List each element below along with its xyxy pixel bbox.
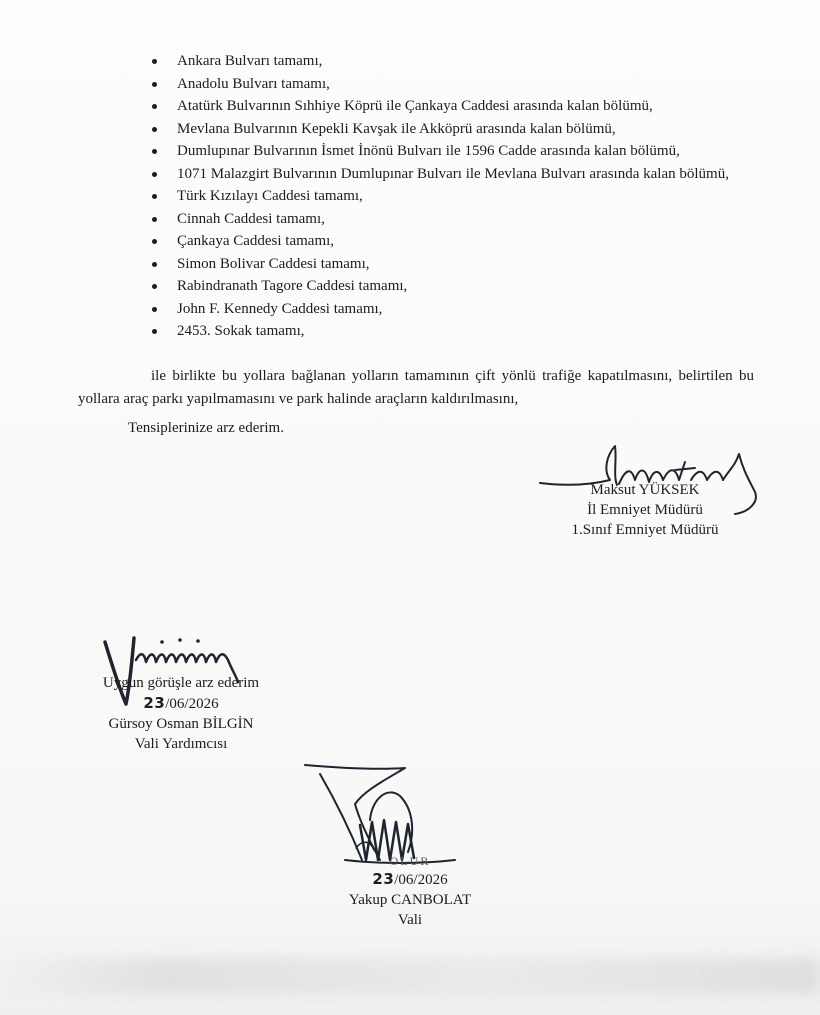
list-item: 2453. Sokak tamamı, <box>150 320 755 343</box>
list-item: Ankara Bulvarı tamamı, <box>150 50 755 73</box>
list-item: Cinnah Caddesi tamamı, <box>150 208 755 231</box>
list-item: Dumlupınar Bulvarının İsmet İnönü Bulvarı ile 1596 Cadde arasında kalan bölümü, <box>150 140 755 163</box>
signatory-2 <box>86 673 276 754</box>
signatory-2-approval: Uygun görüşle arz ederim <box>102 675 260 691</box>
signatory-2-date-rest: /06/2026 <box>165 696 219 712</box>
signatory-2-title: Vali Yardımcısı <box>134 736 228 752</box>
list-item: Türk Kızılayı Caddesi tamamı, <box>150 185 755 208</box>
signatory-1-name: Maksut YÜKSEK <box>590 482 700 498</box>
signatory-2-date-day: 23 <box>143 694 166 712</box>
signatory-3-date-day: 23 <box>372 870 395 888</box>
signatory-2-name: Gürsoy Osman BİLGİN <box>108 716 254 732</box>
list-item: 1071 Malazgirt Bulvarının Dumlupınar Bulvarı ile Mevlana Bulvarı arasında kalan bölümü, <box>150 163 755 186</box>
signatory-2-date <box>86 693 276 714</box>
list-item: John F. Kennedy Caddesi tamamı, <box>150 298 755 321</box>
signatory-3 <box>320 854 500 930</box>
list-item: Anadolu Bulvarı tamamı, <box>150 73 755 96</box>
signatory-1-title: İl Emniyet Müdürü <box>587 502 703 518</box>
list-item: Simon Bolivar Caddesi tamamı, <box>150 253 755 276</box>
signatory-3-date <box>320 869 500 890</box>
list-item: Çankaya Caddesi tamamı, <box>150 230 755 253</box>
road-list <box>150 50 755 343</box>
signatory-1-rank: 1.Sınıf Emniyet Müdürü <box>571 522 719 538</box>
signatory-3-title: Vali <box>397 912 423 928</box>
list-item: Atatürk Bulvarının Sıhhiye Köprü ile Çankaya Caddesi arasında kalan bölümü, <box>150 95 755 118</box>
request-paragraph: ile birlikte bu yollara bağlanan yolların tamamının çift yönlü trafiğe kapatılmasını, belirtilen bu yollara araç parkı yapılmamasını ve park halinde araçların kaldırılmasını, <box>78 368 754 407</box>
list-item: Rabindranath Tagore Caddesi tamamı, <box>150 275 755 298</box>
signatory-3-approval: OLUR <box>389 854 431 868</box>
signatory-3-name: Yakup CANBOLAT <box>348 892 472 908</box>
scan-shadow <box>0 958 820 994</box>
closing-line: Tensiplerinize arz ederim. <box>128 420 284 436</box>
list-item: Mevlana Bulvarının Kepekli Kavşak ile Akköprü arasında kalan bölümü, <box>150 118 755 141</box>
signatory-3-date-rest: /06/2026 <box>394 872 448 888</box>
signatory-1 <box>540 480 750 540</box>
